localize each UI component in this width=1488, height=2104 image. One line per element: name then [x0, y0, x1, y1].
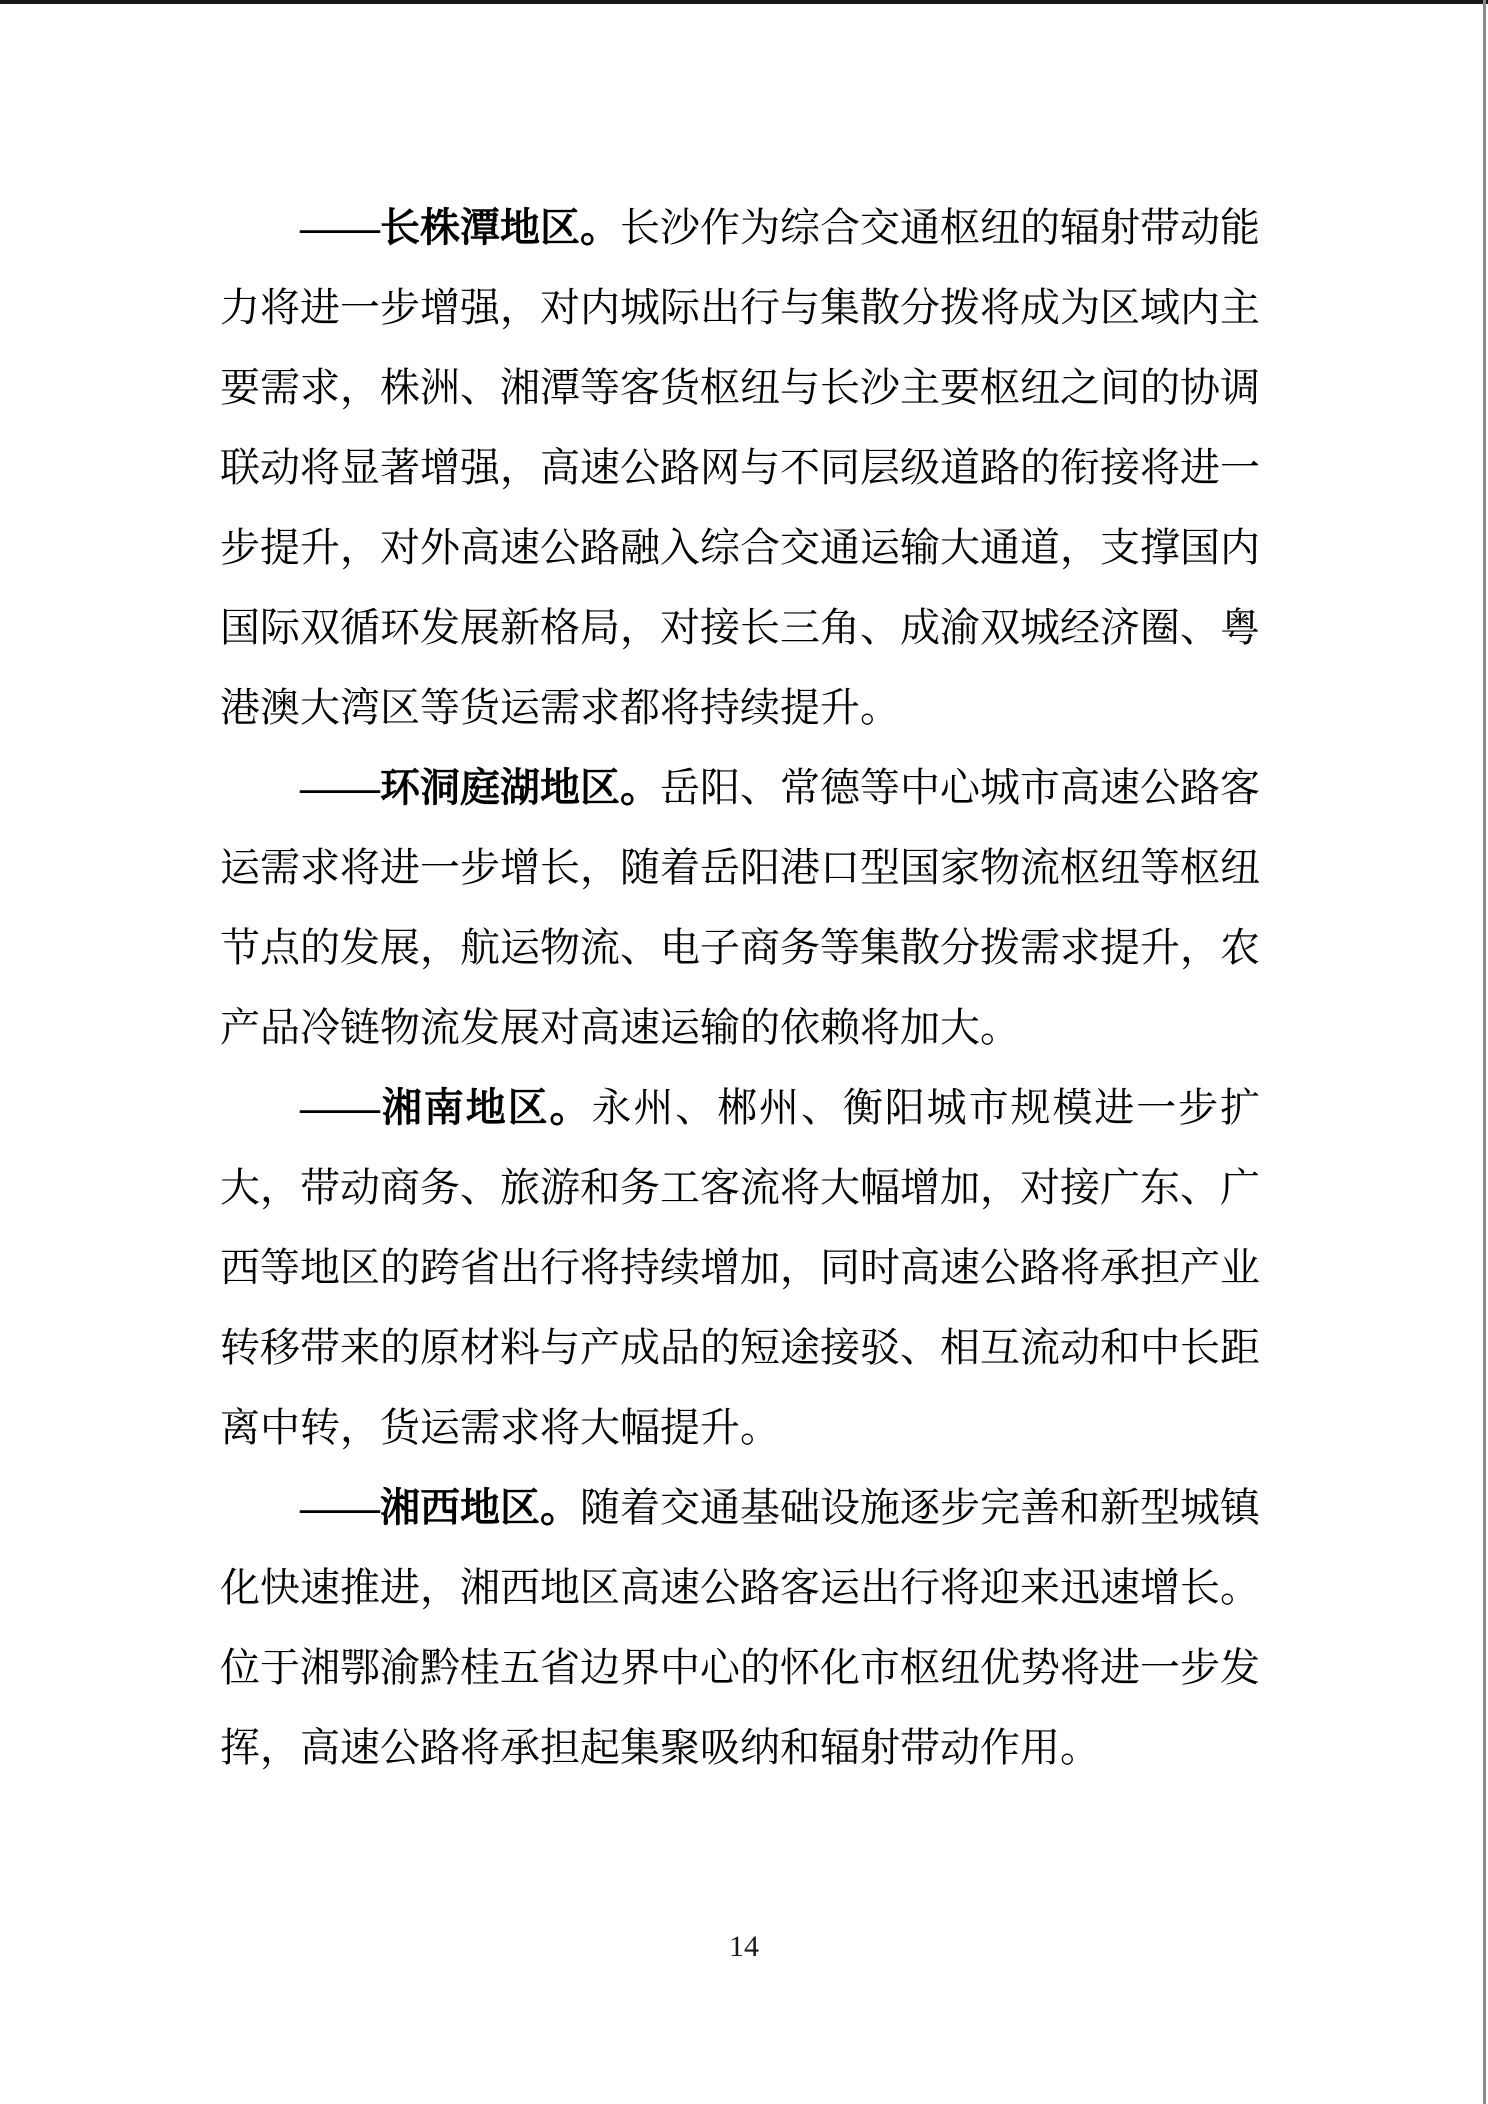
page-number: 14: [729, 1930, 759, 1963]
paragraph-lead: ——湘西地区。: [300, 1485, 580, 1530]
paragraph-lead: ——环洞庭湖地区。: [300, 765, 660, 810]
paragraph-body: 长沙作为综合交通枢纽的辐射带动能力将进一步增强，对内城际出行与集散分拨将成为区域内主要需求，株洲、湘潭等客货枢纽与长沙主要枢纽之间的协调联动将显著增强，高速公路网与不同层级道路的衔接将进一步提升，对外高速公路融入综合交通运输大通道，支撑国内国际双循环发展新格局，对接长三角、成渝双城经济圈、粤港澳大湾区等货运需求都将持续提升。: [220, 205, 1260, 730]
page-right-border: [1483, 0, 1486, 2104]
paragraph-lead: ——长株潭地区。: [300, 205, 620, 250]
paragraph-body: 永州、郴州、衡阳城市规模进一步扩大，带动商务、旅游和务工客流将大幅增加，对接广东、广西等地区的跨省出行将持续增加，同时高速公路将承担产业转移带来的原材料与产成品的短途接驳、相互流动和中长距离中转，货运需求将大幅提升。: [220, 1085, 1261, 1450]
document-content: [220, 188, 1260, 1788]
paragraph-changzhutan: [220, 188, 1260, 748]
page-top-border: [0, 0, 1488, 4]
paragraph-huandongtinghu: [220, 748, 1260, 1068]
paragraph-body: 岳阳、常德等中心城市高速公路客运需求将进一步增长，随着岳阳港口型国家物流枢纽等枢纽节点的发展，航运物流、电子商务等集散分拨需求提升，农产品冷链物流发展对高速运输的依赖将加大。: [220, 765, 1260, 1050]
paragraph-xiangnan: [220, 1068, 1260, 1468]
paragraph-lead: ——湘南地区。: [300, 1085, 592, 1130]
paragraph-xiangxi: [220, 1468, 1260, 1788]
paragraph-body: 随着交通基础设施逐步完善和新型城镇化快速推进，湘西地区高速公路客运出行将迎来迅速增长。位于湘鄂渝黔桂五省边界中心的怀化市枢纽优势将进一步发挥，高速公路将承担起集聚吸纳和辐射带动作用。: [220, 1485, 1260, 1770]
